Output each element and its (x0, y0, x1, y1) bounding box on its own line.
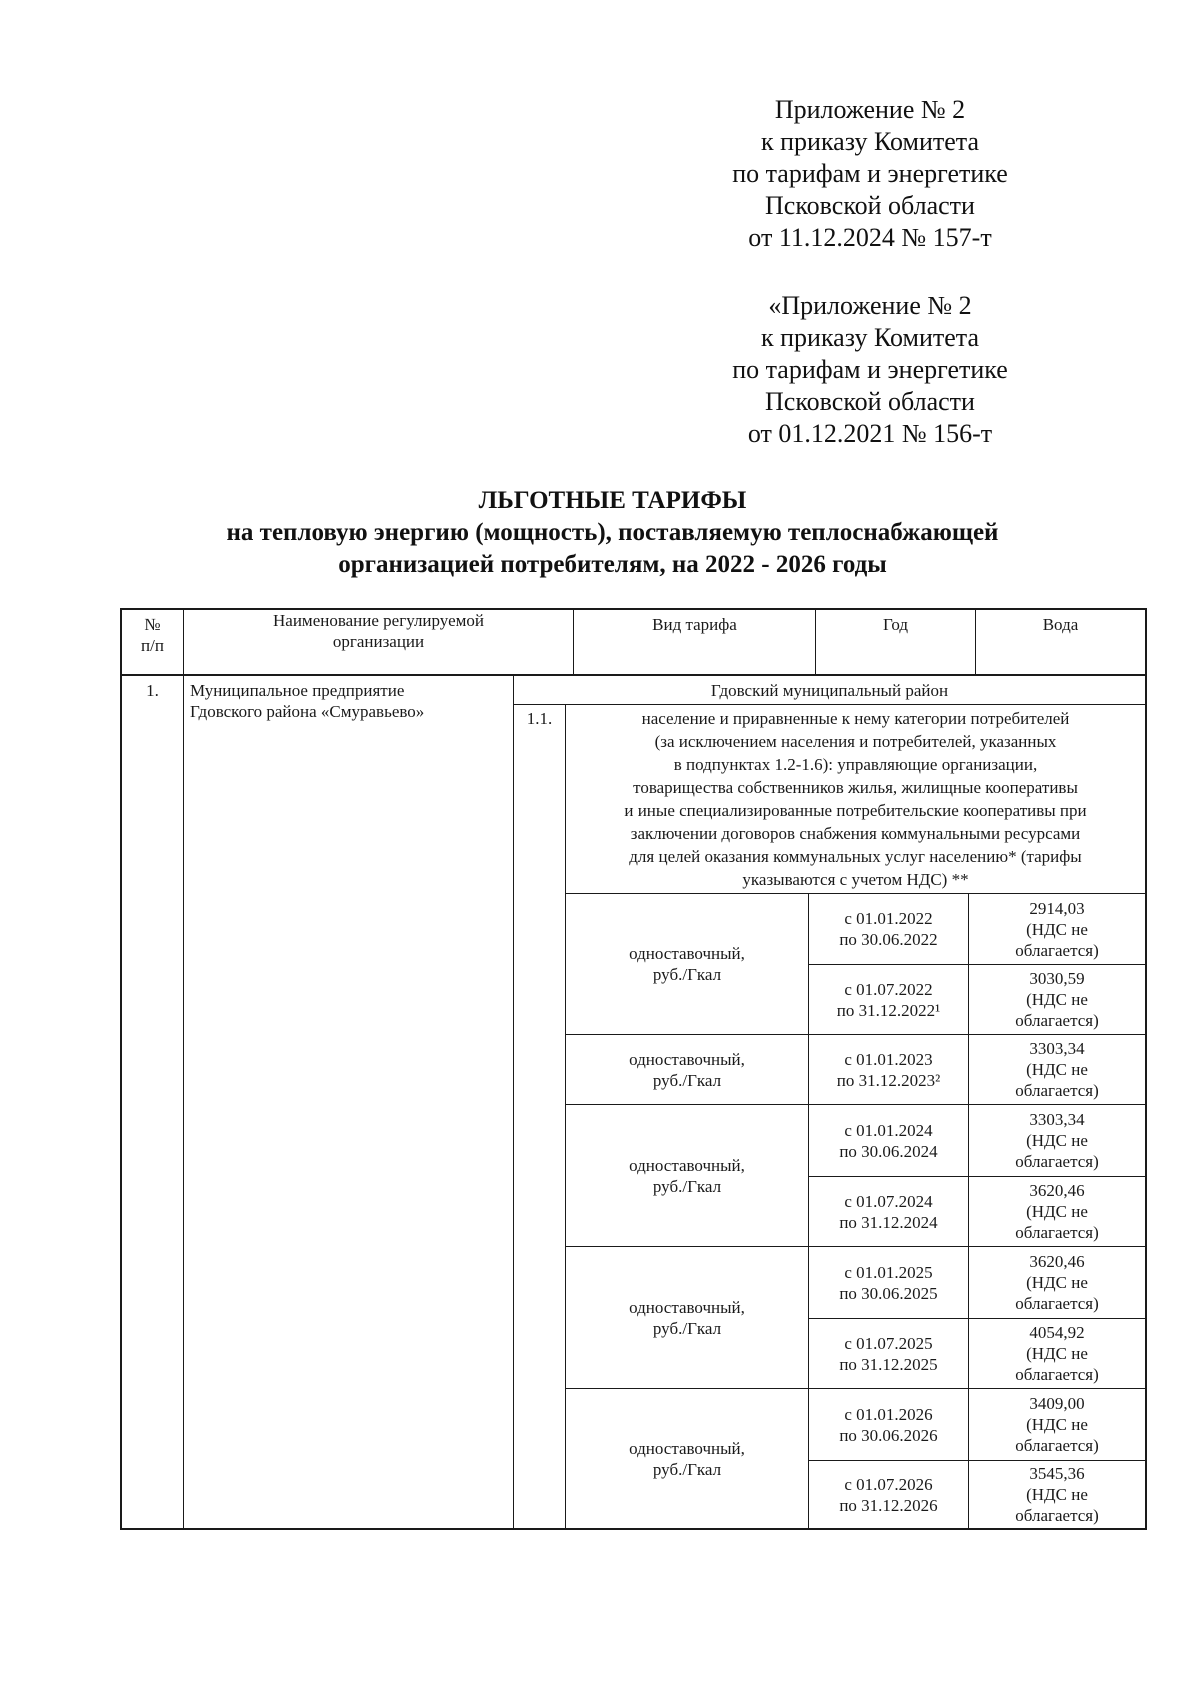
header-line: к приказу Комитета (760, 127, 979, 156)
header-line: Псковской области (765, 387, 975, 416)
period-cell: с 01.01.2025 по 30.06.2025 (839, 1262, 938, 1303)
header-line: по тарифам и энергетике (732, 355, 1008, 384)
period-cell: с 01.07.2026 по 31.12.2026 (839, 1474, 938, 1515)
subitem-number: 1.1. (526, 709, 553, 728)
tariff-type-2024: одноставочный, руб./Гкал (629, 1155, 745, 1196)
consumer-category: население и приравненные к нему категории потребителей (за исключением населения и потребителей, указанных в подпунктах 1.2-1.6): управляющие организации, товарищества собственников жилья, жилищные кооперативы и иные специализированные потребительские кооперативы при заключении договоров снабжения коммунальными ресурсами для целей оказания коммунальных услуг населению* (тарифы указываются с учетом НДС) ** (624, 709, 1087, 889)
table-border (183, 608, 184, 1530)
table-border-bottom (120, 1528, 1147, 1530)
header-tariff-type: Вид тарифа (652, 615, 737, 634)
header-line: от 11.12.2024 № 157-т (748, 223, 992, 252)
header-water: Вода (1042, 615, 1079, 634)
price-cell: 4054,92 (НДС не облагается) (1015, 1323, 1099, 1384)
row-number: 1. (146, 681, 159, 700)
table-border (513, 675, 514, 1530)
tariff-type-2025: одноставочный, руб./Гкал (629, 1297, 745, 1338)
tariff-type-2022: одноставочный, руб./Гкал (629, 944, 745, 984)
period-cell: с 01.01.2022 по 30.06.2022 (839, 909, 938, 949)
price-cell: 3303,34 (НДС не облагается) (1015, 1039, 1099, 1100)
appendix-reference-current (700, 94, 1040, 254)
header-num: № п/п (141, 615, 164, 655)
price-cell: 3620,46 (НДС не облагается) (1015, 1252, 1099, 1313)
price-cell: 3545,36 (НДС не облагается) (1015, 1464, 1099, 1525)
header-line: к приказу Комитета (760, 323, 979, 352)
district-name: Гдовский муниципальный район (710, 680, 949, 700)
tariff-type-2026: одноставочный, руб./Гкал (629, 1438, 745, 1479)
table-border-right (1145, 608, 1147, 1530)
header-line: Псковской области (765, 191, 975, 220)
price-cell: 3030,59 (НДС не облагается) (1015, 969, 1099, 1030)
header-org-name: Наименование регулируемой организации (273, 611, 484, 651)
title-line: на тепловую энергию (мощность), поставляемую теплоснабжающей (226, 519, 999, 546)
header-line: «Приложение № 2 (768, 291, 972, 320)
period-cell: с 01.01.2026 по 30.06.2026 (839, 1404, 938, 1445)
appendix-reference-original (700, 290, 1040, 450)
header-line: от 01.12.2021 № 156-т (747, 419, 993, 448)
price-cell: 3409,00 (НДС не облагается) (1015, 1394, 1099, 1455)
period-cell: с 01.01.2024 по 30.06.2024 (839, 1120, 938, 1161)
document-title (150, 485, 1075, 581)
period-cell: с 01.07.2025 по 31.12.2025 (839, 1333, 938, 1374)
title-line: ЛЬГОТНЫЕ ТАРИФЫ (478, 487, 747, 514)
price-cell: 2914,03 (НДС не облагается) (1015, 898, 1099, 960)
period-cell: с 01.07.2022 по 31.12.2022¹ (836, 979, 941, 1020)
title-line: организацией потребителям, на 2022 - 2026 годы (338, 551, 887, 578)
price-cell: 3303,34 (НДС не облагается) (1015, 1110, 1099, 1171)
header-line: Приложение № 2 (774, 95, 966, 124)
price-cell: 3620,46 (НДС не облагается) (1015, 1181, 1099, 1242)
period-cell: с 01.01.2023 по 31.12.2023² (836, 1049, 941, 1090)
header-line: по тарифам и энергетике (732, 159, 1008, 188)
table-border-left (120, 608, 122, 1530)
header-year: Год (883, 615, 908, 634)
tariff-type-2023: одноставочный, руб./Гкал (629, 1049, 745, 1090)
organization-name: Муниципальное предприятие Гдовского района «Смуравьево» (190, 681, 425, 721)
period-cell: с 01.07.2024 по 31.12.2024 (839, 1191, 938, 1232)
